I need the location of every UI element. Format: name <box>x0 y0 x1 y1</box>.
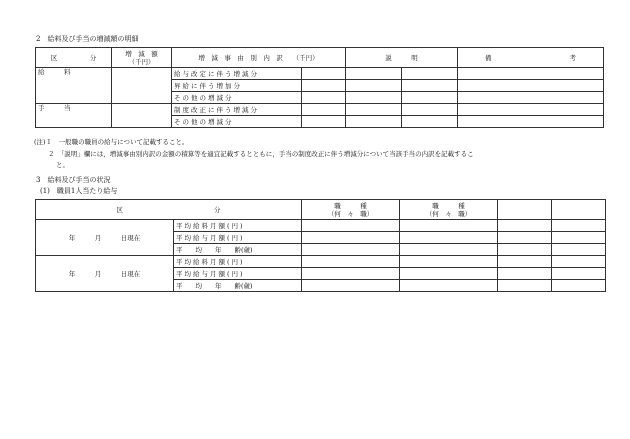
value-cell <box>552 256 606 268</box>
note-1: (注)１ 一般職の職員の給与について記載すること。 <box>34 138 189 146</box>
reason-amount <box>302 68 346 80</box>
value-cell <box>498 220 552 232</box>
value-cell <box>552 220 606 232</box>
value-cell <box>302 280 400 292</box>
blank-header <box>498 200 552 220</box>
shokushu-2-label: 職 種 <box>432 201 465 210</box>
biko-cell <box>458 104 604 116</box>
header-shokushu-1 <box>302 200 400 220</box>
header-zougen <box>112 48 172 68</box>
item-cell: 平均給与月額(円) <box>174 268 302 280</box>
value-cell <box>498 256 552 268</box>
value-cell <box>552 268 606 280</box>
value-cell <box>400 268 498 280</box>
setsumei-cell <box>402 80 458 92</box>
row-kyuryo-amount <box>112 68 172 104</box>
header-zougen-label: 増 減 額 <box>125 49 158 58</box>
value-cell <box>400 220 498 232</box>
setsumei-cell <box>402 104 458 116</box>
setsumei-cell <box>402 68 458 80</box>
value-cell <box>400 280 498 292</box>
reason-cell: その他の増減分 <box>172 92 302 104</box>
section3-subtitle: (1) 職員1人当たり給与 <box>40 187 118 195</box>
biko-cell <box>458 80 604 92</box>
reason-amount <box>302 80 346 92</box>
section2-title: 2 給料及び手当の増減額の明細 <box>36 35 139 43</box>
header-setsumei: 説 明 <box>346 48 458 68</box>
row-teate-label: 手 当 <box>36 104 112 128</box>
setsumei-cell <box>402 92 458 104</box>
row-teate-amount <box>112 104 172 128</box>
per-capita-salary-table <box>35 199 606 292</box>
setsumei-cell <box>346 68 402 80</box>
shokushu-1-sub: （何 々 職） <box>327 209 374 218</box>
header-uchiwake: 増 減 事 由 別 内 訳 （千円） <box>172 48 346 68</box>
reason-cell: 昇給に伴う増加分 <box>172 80 302 92</box>
biko-cell <box>458 116 604 128</box>
note-2: ２ 「説明」欄には，増減事由別内訳の金額の積算等を適宜記載するとともに，手当の制度改正に伴う増減分について当該手当の内訳を記載するこ <box>48 150 474 158</box>
value-cell <box>302 256 400 268</box>
value-cell <box>302 268 400 280</box>
value-cell <box>302 220 400 232</box>
item-cell: 平 均 年 齢(歳) <box>174 244 302 256</box>
biko-cell <box>458 68 604 80</box>
value-cell <box>400 244 498 256</box>
value-cell <box>302 244 400 256</box>
date-cell: 年 月 日現在 <box>36 256 174 292</box>
shokushu-2-sub: （何 々 職） <box>425 209 472 218</box>
value-cell <box>552 232 606 244</box>
note-2-cont: と。 <box>56 161 69 169</box>
header-biko: 備 考 <box>458 48 604 68</box>
increase-decrease-table <box>35 47 604 128</box>
value-cell <box>552 280 606 292</box>
header-kubun: 区 分 <box>36 48 112 68</box>
setsumei-cell <box>346 116 402 128</box>
setsumei-cell <box>346 104 402 116</box>
item-cell: 平 均 年 齢(歳) <box>174 280 302 292</box>
setsumei-cell <box>346 92 402 104</box>
reason-amount <box>302 116 346 128</box>
item-cell: 平均給与月額(円) <box>174 232 302 244</box>
item-cell: 平均給料月額(円) <box>174 256 302 268</box>
date-cell: 年 月 日現在 <box>36 220 174 256</box>
value-cell <box>552 244 606 256</box>
setsumei-cell <box>402 116 458 128</box>
value-cell <box>498 280 552 292</box>
value-cell <box>498 232 552 244</box>
value-cell <box>302 232 400 244</box>
item-cell: 平均給料月額(円) <box>174 220 302 232</box>
reason-cell: その他の増減分 <box>172 116 302 128</box>
reason-amount <box>302 92 346 104</box>
header-shokushu-2 <box>400 200 498 220</box>
setsumei-cell <box>346 80 402 92</box>
value-cell <box>400 256 498 268</box>
reason-cell: 給与改定に伴う増減分 <box>172 68 302 80</box>
value-cell <box>400 232 498 244</box>
header-zougen-unit: （千円） <box>128 57 155 66</box>
section3-title: 3 給料及び手当の状況 <box>36 176 111 184</box>
value-cell <box>498 268 552 280</box>
blank-header <box>552 200 606 220</box>
row-kyuryo-label: 給 料 <box>36 68 112 104</box>
header-kubun: 区 分 <box>36 200 302 220</box>
shokushu-1-label: 職 種 <box>334 201 367 210</box>
biko-cell <box>458 92 604 104</box>
value-cell <box>498 244 552 256</box>
reason-cell: 制度改正に伴う増減分 <box>172 104 302 116</box>
reason-amount <box>302 104 346 116</box>
